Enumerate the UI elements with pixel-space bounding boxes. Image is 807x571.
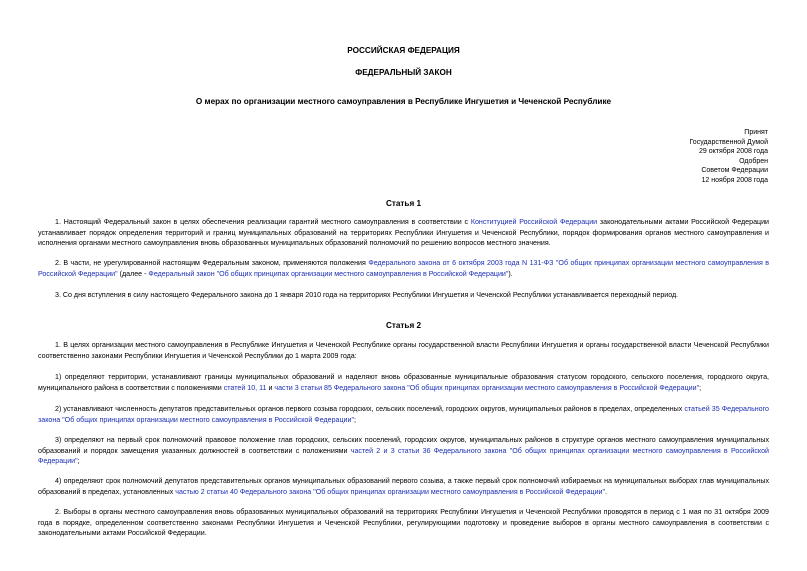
constitution-link[interactable]: Конституцией Российской Федерации bbox=[470, 218, 598, 226]
text-run: ; bbox=[353, 415, 356, 424]
text-run: 1. Настоящий Федеральный закон в целях обеспечения реализации гарантий местного самоуправления в соответствии с bbox=[55, 218, 471, 226]
approved-date: 12 ноября 2008 года bbox=[701, 176, 768, 184]
text-run: (далее - bbox=[117, 269, 149, 278]
text-run: законодательными актами Российской Федерации устанавливает порядок определения территорий и границ муниципальных образований на территориях Республики Ингушетия и Чеченской Республики, порядок формирования органов местного самоуправления и исполнения органами местного самоуправления вновь образованных муниципальных образований полномочий по решению вопросов местного значения. bbox=[38, 218, 770, 248]
article-2-subitem-3 bbox=[38, 435, 769, 467]
articles-10-11-link[interactable]: статей 10, 11 bbox=[223, 383, 267, 392]
article-2-subitem-4 bbox=[38, 476, 769, 497]
text-run: ; bbox=[699, 383, 702, 392]
text-run: 3) определяют на первый срок полномочий правовое положение глав городских, сельских поселений, городских округов, муниципальных районов в структуре органов местного самоуправления муниципальных образований и порядок замещения указанных должностей в соответствии с положениями bbox=[38, 436, 769, 455]
article-85-link[interactable]: части 3 статьи 85 Федерального закона "Об общих принципах организации местного самоуправления в Российской Федерации" bbox=[274, 383, 700, 392]
article-2-paragraph-2: 2. Выборы в органы местного самоуправления вновь образованных муниципальных образований на территориях Республики Ингушетия и Чеченской Республики проводятся в период с 1 мая по 31 октября 2009 года в порядке, определенном соответственно законами Республики Ингушетия и Чеченской Республики, регулирующими подготовку и проведение выборов в органы местного самоуправления в соответствии с законодательными актами Российской Федерации. bbox=[38, 508, 769, 538]
adoption-block bbox=[689, 128, 768, 186]
article-2-heading: Статья 2 bbox=[385, 321, 422, 330]
country-heading: РОССИЙСКАЯ ФЕДЕРАЦИЯ bbox=[347, 46, 460, 55]
law-title: О мерах по организации местного самоуправления в Республике Ингушетия и Чеченской Республике bbox=[195, 97, 612, 106]
accepted-date: 29 октября 2008 года bbox=[699, 148, 768, 156]
text-run: . bbox=[605, 487, 608, 496]
federal-law-short-link[interactable]: Федеральный закон "Об общих принципах организации местного самоуправления в Российской Федерации" bbox=[148, 269, 509, 278]
article-1-heading: Статья 1 bbox=[385, 199, 422, 208]
article-36-link[interactable]: частей 2 и 3 статьи 36 Федерального закона "Об общих принципах организации местного самоуправления в Российской Федерации" bbox=[38, 446, 769, 466]
text-run: 2. В части, не урегулированной настоящим Федеральным законом, применяются положения bbox=[55, 259, 369, 267]
article-40-link[interactable]: частью 2 статьи 40 Федерального закона "Об общих принципах организации местного самоуправления в Российской Федерации" bbox=[175, 487, 606, 496]
article-2-subitem-1 bbox=[38, 372, 769, 393]
approved-by: Советом Федерации bbox=[701, 167, 768, 175]
article-1-paragraph-3: 3. Со дня вступления в силу настоящего Федерального закона до 1 января 2010 года на территориях Республики Ингушетия и Чеченской Республики устанавливается переходный период. bbox=[55, 291, 679, 299]
text-run: ; bbox=[77, 457, 80, 466]
article-35-link[interactable]: статьей 35 Федерального закона "Об общих принципах организации местного самоуправления в Российской Федерации" bbox=[38, 405, 770, 424]
text-run: и bbox=[266, 383, 275, 392]
article-1-paragraph-1 bbox=[38, 217, 769, 249]
article-1-paragraph-2 bbox=[38, 258, 769, 279]
federal-law-131-link[interactable]: Федерального закона от 6 октября 2003 года N 131-ФЗ "Об общих принципах организации местного самоуправления в Российской Федерации" bbox=[38, 259, 770, 278]
accepted-by: Государственной Думой bbox=[689, 138, 768, 146]
law-type-heading: ФЕДЕРАЛЬНЫЙ ЗАКОН bbox=[355, 68, 452, 77]
text-run: 2) устанавливают численность депутатов представительных органов первого созыва городских, сельских поселений, городских округов, муниципальных районов в пределах, определенных bbox=[55, 405, 685, 413]
text-run: 4) определяют срок полномочий депутатов представительных органов муниципальных образований первого созыва, а также первый срок полномочий избираемых на муниципальных выборах глав муниципальных образований в пределах, установленных bbox=[38, 477, 769, 496]
text-run: ). bbox=[508, 269, 513, 278]
accepted-label: Принят bbox=[744, 129, 768, 136]
approved-label: Одобрен bbox=[739, 157, 768, 165]
article-2-subitem-2 bbox=[38, 404, 769, 425]
article-2-paragraph-1: 1. В целях организации местного самоуправления в Республике Ингушетия и Чеченской Республике органы государственной власти Республики Ингушетия и органы государственной власти Чеченской Республики соответственно законами Республики Ингушетия и Чеченской Республики до 1 марта 2009 года: bbox=[38, 341, 769, 360]
text-run: 1) определяют территории, устанавливают границы муниципальных образований и наделяют вновь образованные муниципальные образования статусом городского, сельского поселения, городского округа, муниципального района в соответствии с положениями bbox=[38, 373, 769, 392]
